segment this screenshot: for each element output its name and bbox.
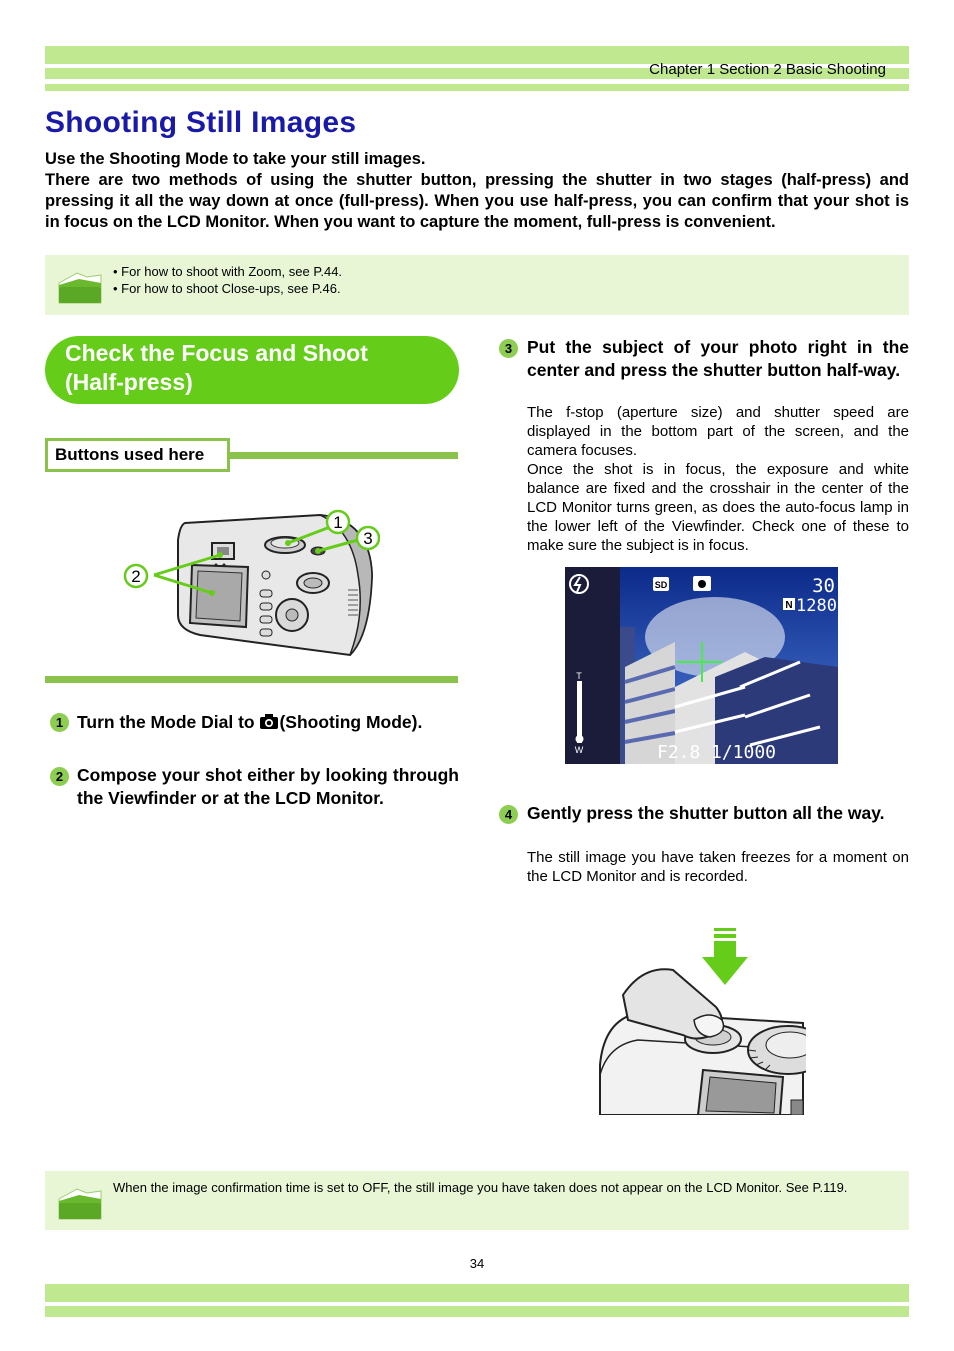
lcd-size: 1280	[796, 596, 837, 616]
step-number: 2	[50, 767, 69, 786]
note-1-item: • For how to shoot with Zoom, see P.44.	[113, 264, 343, 279]
folder-note-icon	[57, 1181, 103, 1221]
note-2-text: When the image confirmation time is set to OFF, the still image you have taken does not appear on the LCD Monitor. See P.119.	[113, 1180, 848, 1195]
step-4-heading: Gently press the shutter button all the way.	[527, 803, 885, 823]
bottom-band-1	[45, 1284, 909, 1302]
intro-line-2: There are two methods of using the shutter button, pressing the shutter in two stages (half-press) and pressing it all the way down at once (full-press). When you use half-press, you can confirm that your shot is in focus on the LCD Monitor. When you want to capture the moment, full-press is convenient.	[45, 171, 909, 231]
step-4-body: The still image you have taken freezes for a moment on the LCD Monitor and is recorded.	[527, 849, 909, 885]
step-3-body-2: Once the shot is in focus, the exposure and white balance are fixed and the crosshair in the center of the LCD Monitor turns green, as does the auto-focus lamp in the lower left of the Viewfinder. Check one of these to make sure the subject is in focus.	[527, 461, 909, 554]
section-heading	[45, 336, 459, 404]
note-1-item: • For how to shoot Close-ups, see P.46.	[113, 281, 341, 296]
camera-illustration	[120, 505, 380, 665]
section-heading-line-2: (Half-press)	[65, 369, 193, 395]
lcd-zoom-w: W	[574, 745, 584, 755]
press-down-arrow-icon	[702, 928, 748, 985]
camera-callout-1: 1	[333, 513, 343, 532]
lcd-aperture: F2.8	[657, 742, 701, 763]
step-3-body-1: The f-stop (aperture size) and shutter speed are displayed in the bottom part of the screen, and the camera focuses.	[527, 404, 909, 459]
steps-rule	[45, 676, 458, 683]
intro-text	[45, 149, 909, 233]
lcd-card: SD	[654, 580, 668, 590]
note-box-1	[45, 255, 909, 315]
camera-mode-icon	[259, 713, 279, 730]
step-number: 3	[499, 339, 518, 358]
step-1-text-post: (Shooting Mode).	[279, 712, 423, 732]
lcd-remaining: 30	[812, 575, 835, 597]
lcd-shutter: 1/1000	[711, 742, 777, 763]
note-1-list	[113, 263, 342, 297]
step-3-body	[527, 403, 909, 555]
intro-line-1: Use the Shooting Mode to take your still images.	[45, 150, 426, 168]
folder-note-icon	[57, 265, 103, 305]
buttons-used-label: Buttons used here	[45, 438, 230, 472]
chapter-header: Chapter 1 Section 2 Basic Shooting	[649, 61, 886, 78]
step-number: 1	[50, 713, 69, 732]
camera-callout-2: 2	[131, 567, 141, 586]
camera-callout-3: 3	[363, 529, 373, 548]
lcd-screen-photo	[565, 567, 838, 764]
page-number: 34	[469, 1256, 485, 1271]
step-number: 4	[499, 805, 518, 824]
step-2-heading: Compose your shot either by looking through the Viewfinder or at the LCD Monitor.	[77, 765, 459, 808]
lcd-zoom-t: T	[576, 671, 582, 681]
section-heading-text	[65, 339, 368, 397]
step-1-text-pre: Turn the Mode Dial to	[77, 712, 260, 732]
section-heading-line-1: Check the Focus and Shoot	[65, 340, 368, 366]
lcd-quality: N	[785, 600, 793, 611]
top-band-3	[45, 84, 909, 91]
shutter-press-illustration	[598, 925, 806, 1115]
page-title: Shooting Still Images	[45, 106, 357, 139]
buttons-used-rule	[230, 452, 458, 459]
note-box-2	[45, 1171, 909, 1230]
step-3-heading: Put the subject of your photo right in the center and press the shutter button half-way.	[527, 337, 909, 380]
bottom-band-2	[45, 1306, 909, 1317]
step-1-heading	[77, 711, 459, 734]
